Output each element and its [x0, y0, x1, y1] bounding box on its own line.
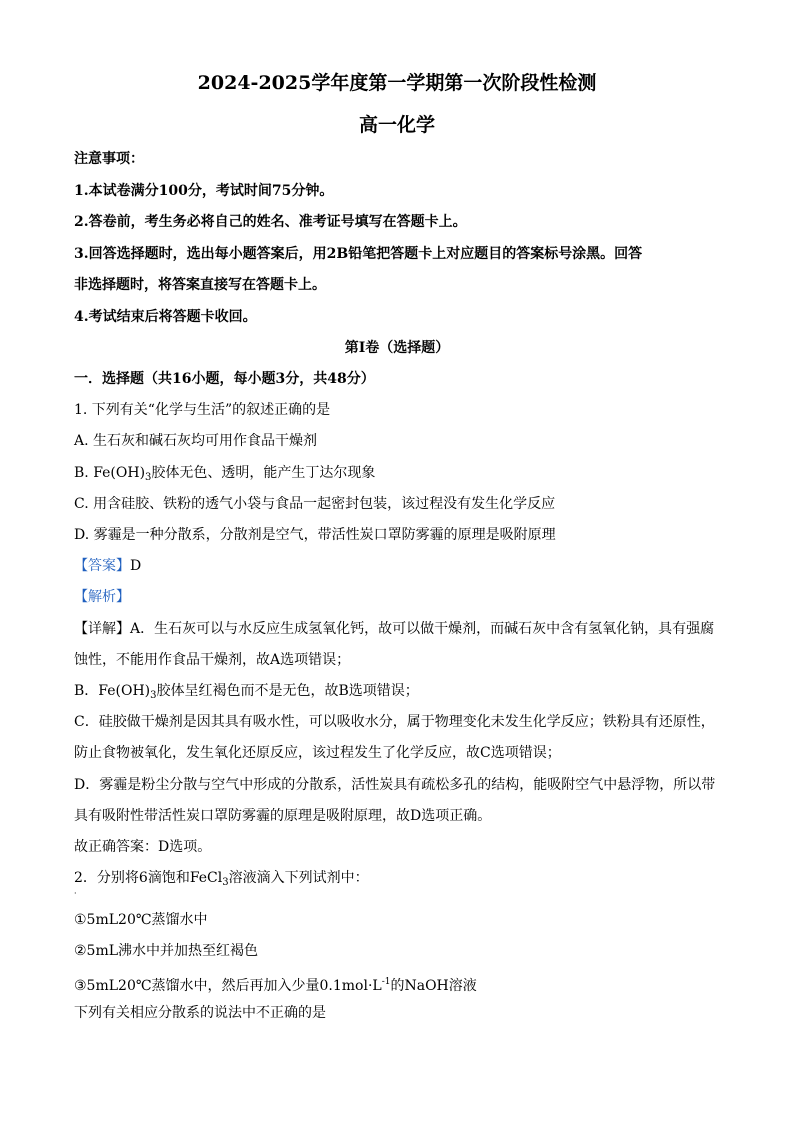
detail-tag: 【详解】 [74, 621, 130, 637]
q2-item-3-text: ③5mL20℃蒸馏水中，然后再加入少量0.1mol·L [74, 978, 382, 994]
q2-item-2: ②5mL沸水中并加热至红褐色 [74, 943, 259, 959]
q1-answer [74, 557, 720, 575]
q1-conclusion: 故正确答案：D选项。 [74, 839, 212, 855]
q2-stem-text-rest: 溶液滴入下列试剂中： [228, 870, 369, 886]
note-2: 2.答卷前，考生务必将自己的姓名、准考证号填写在答题卡上。 [74, 214, 467, 230]
q1-option-a: A. 生石灰和碱石灰均可用作食品干燥剂 [74, 433, 318, 449]
q1-detail-a-line-2: 蚀性，不能用作食品干燥剂，故A选项错误； [74, 652, 351, 668]
q2-stem [74, 869, 720, 892]
q2-stem-subscript: 3 [222, 877, 229, 888]
q1-option-b [74, 464, 720, 487]
q2-question: 下列有关相应分散系的说法中不正确的是 [74, 1005, 326, 1021]
q1-detail-a-line-1 [74, 620, 720, 638]
note-4: 4.考试结束后将答题卡收回。 [74, 309, 257, 325]
detail-a-text: A．生石灰可以与水反应生成氢氧化钙，故可以做干燥剂，而碱石灰中含有氢氧化钠，具有强腐 [130, 621, 715, 637]
q2-item-1: ①5mL20℃蒸馏水中 [74, 912, 208, 928]
q1-stem: 1. 下列有关“化学与生活”的叙述正确的是 [74, 402, 331, 418]
q1-detail-d-line-1: D．雾霾是粉尘分散与空气中形成的分散系，活性炭具有疏松多孔的结构，能吸附空气中悬浮物，所以带 [74, 777, 716, 793]
q1-detail-c-line-1: C．硅胶做干燥剂是因其具有吸水性，可以吸收水分，属于物理变化未发生化学反应；铁粉具有还原性， [74, 714, 715, 730]
exam-title: 2024-2025学年度第一学期第一次阶段性检测 [197, 72, 597, 94]
q1-option-b-text-rest: 胶体无色、透明，能产生丁达尔现象 [151, 465, 376, 481]
note-3-line-1: 3.回答选择题时，选出每小题答案后，用2B铅笔把答题卡上对应题目的答案标号涂黑。回答 [74, 246, 643, 262]
stray-dot: · [74, 889, 77, 898]
q1-detail-b [74, 682, 720, 705]
note-1: 1.本试卷满分100分，考试时间75分钟。 [74, 183, 334, 199]
detail-b-text: B．Fe(OH) [74, 683, 151, 699]
analysis-tag: 【解析】 [74, 589, 130, 605]
q2-item-3 [74, 973, 720, 995]
detail-b-text-rest: 胶体呈红褐色而不是无色，故B选项错误； [156, 683, 419, 699]
q1-option-d: D. 雾霾是一种分散系，分散剂是空气，带活性炭口罩防雾霾的原理是吸附原理 [74, 527, 556, 543]
q1-option-b-subscript: 3 [145, 472, 152, 483]
exam-subject: 高一化学 [358, 114, 435, 136]
q2-item-3-superscript: -1 [381, 977, 391, 987]
answer-tag: 【答案】 [74, 558, 130, 574]
detail-b-subscript: 3 [150, 690, 157, 701]
q1-option-b-text: B. Fe(OH) [74, 465, 146, 481]
q2-item-3-text-rest: 的NaOH溶液 [390, 978, 477, 994]
section-heading: 一．选择题（共16小题，每小题3分，共48分） [74, 371, 375, 387]
q1-option-c: C. 用含硅胶、铁粉的透气小袋与食品一起密封包装，该过程没有发生化学反应 [74, 496, 556, 512]
part-heading: 第I卷（选择题） [344, 340, 450, 356]
notes-heading: 注意事项： [74, 151, 144, 167]
answer-value: D [130, 558, 142, 574]
note-3-line-2: 非选择题时，将答案直接写在答题卡上。 [74, 277, 326, 293]
q1-detail-d-line-2: 具有吸附性带活性炭口罩防雾霾的原理是吸附原理，故D选项正确。 [74, 808, 492, 824]
q2-stem-text: 2．分别将6滴饱和FeCl [74, 870, 223, 886]
q1-detail-c-line-2: 防止食物被氧化，发生氧化还原反应，该过程发生了化学反应，故C选项错误； [74, 745, 561, 761]
